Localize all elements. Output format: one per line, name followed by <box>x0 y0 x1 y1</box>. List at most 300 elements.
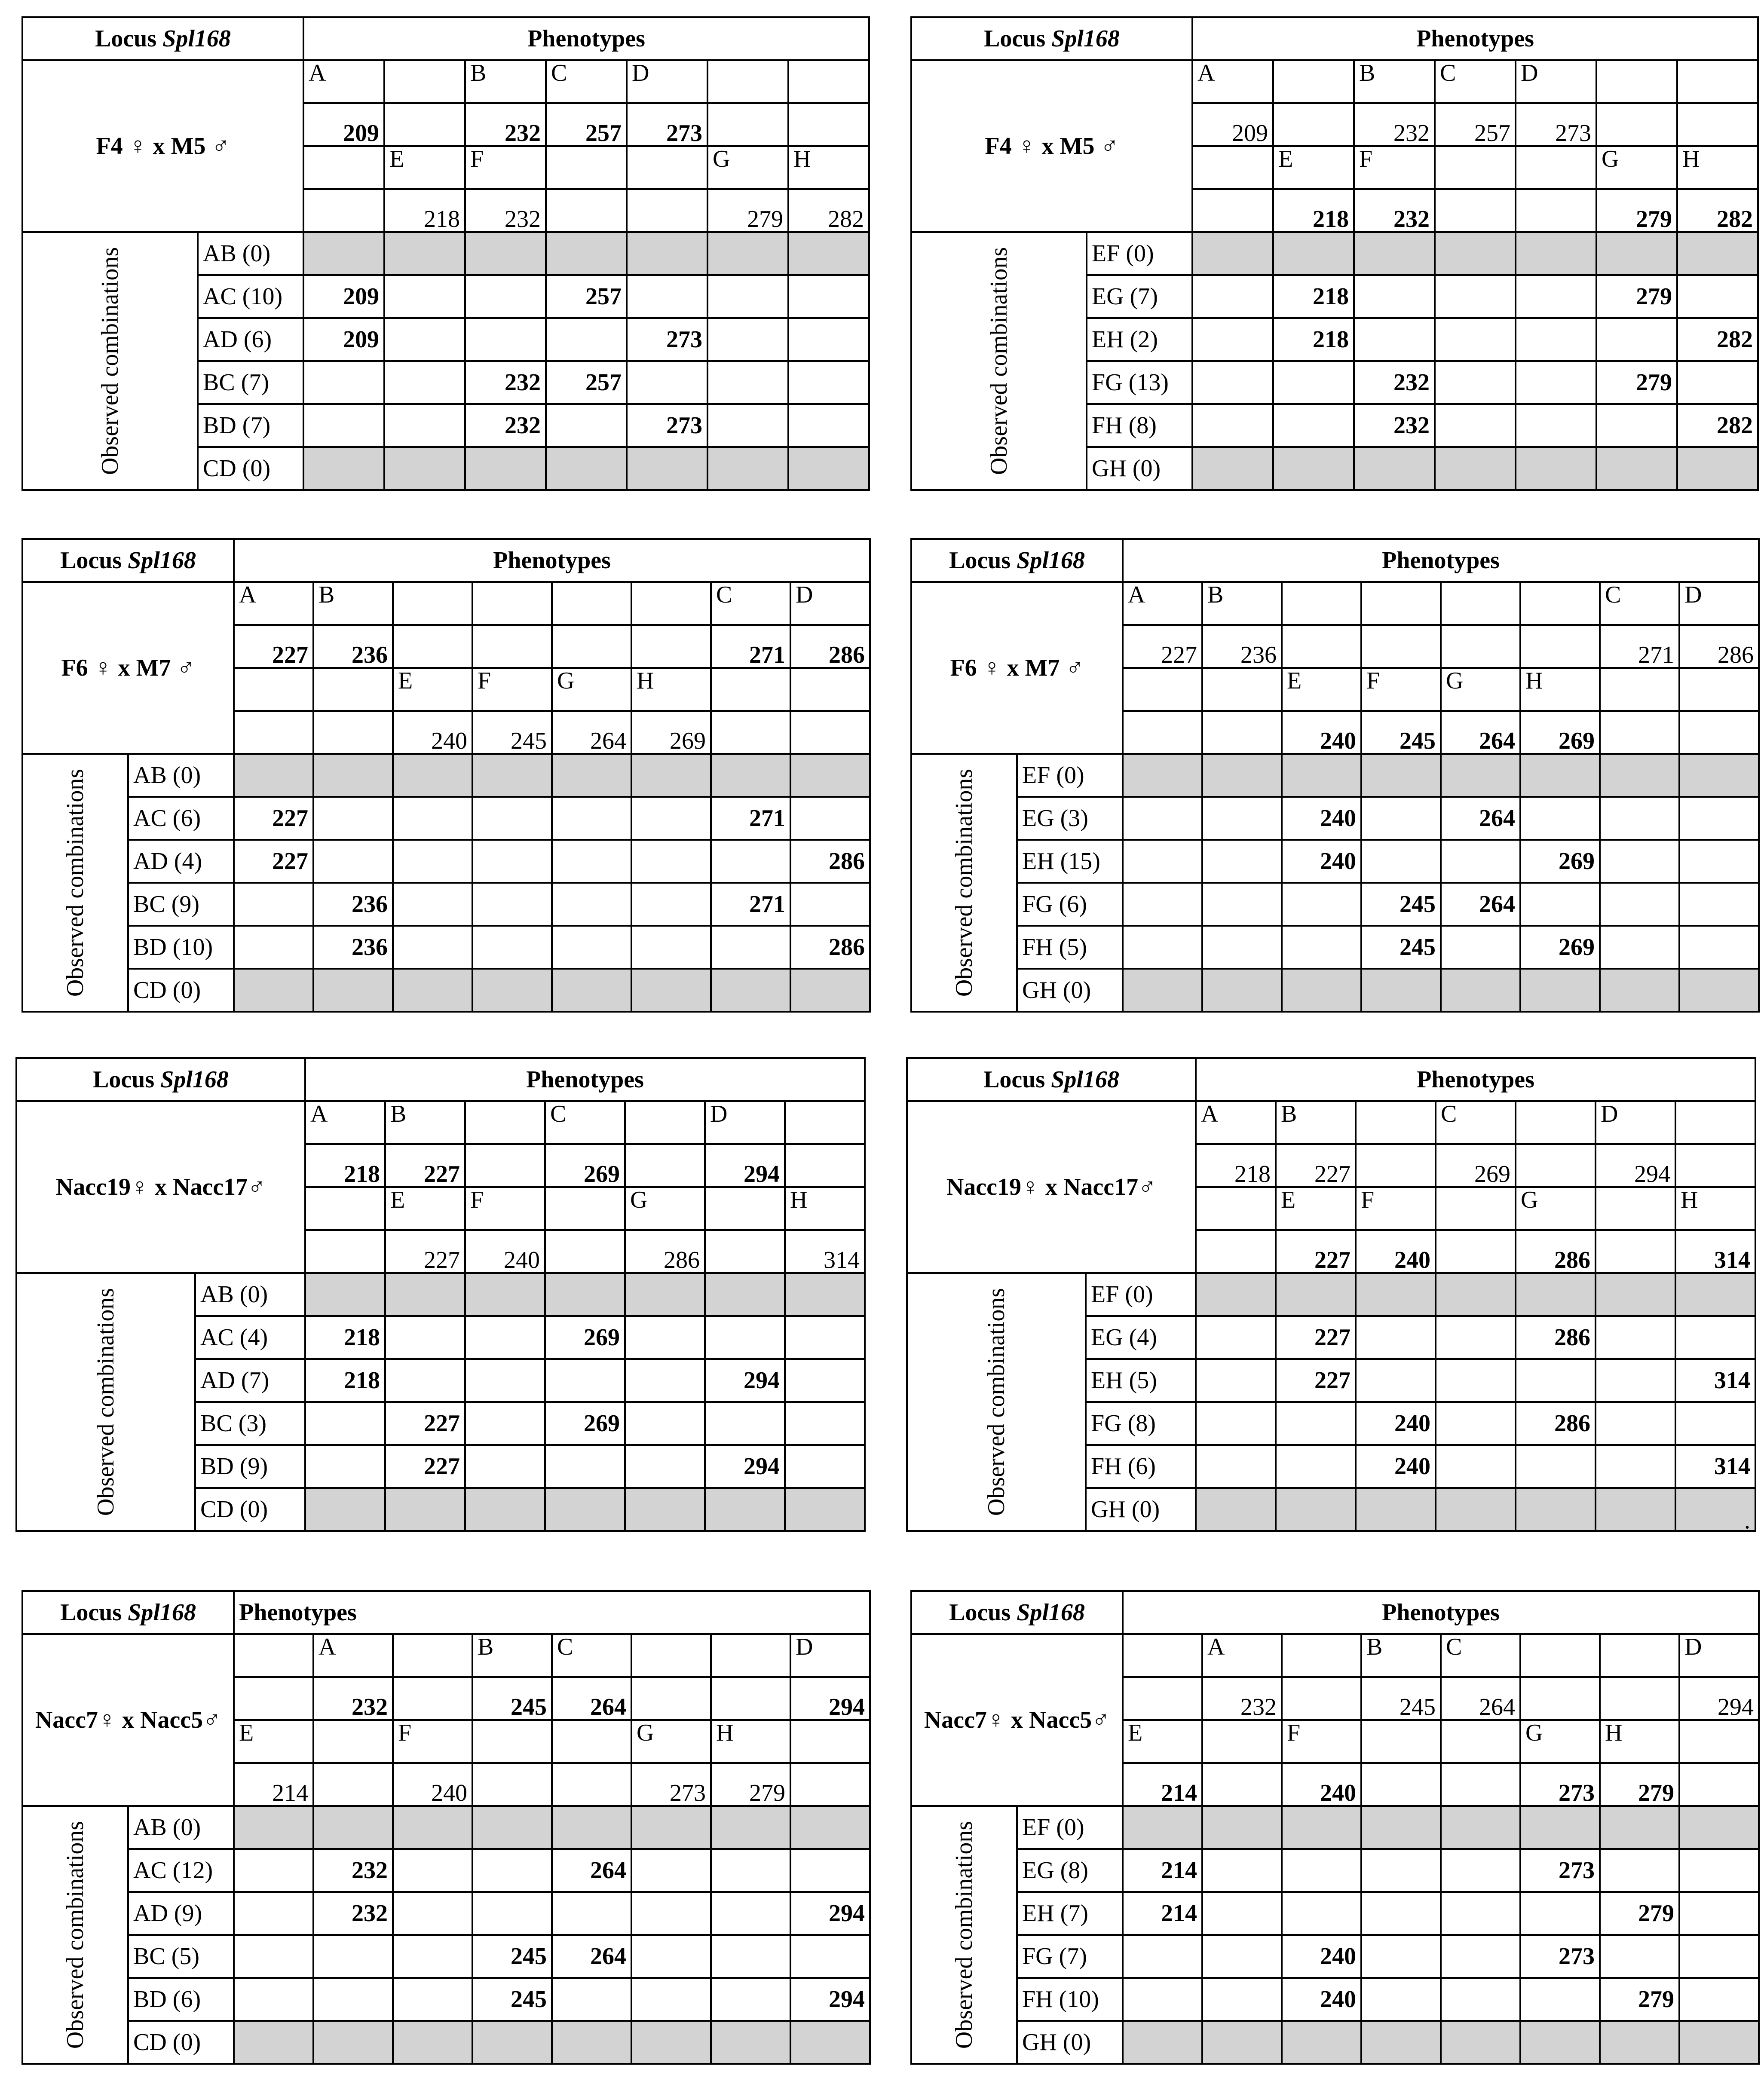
allele-letter <box>1520 1634 1600 1677</box>
allele-letter: C <box>552 1634 631 1677</box>
combination-value <box>1441 1935 1520 1978</box>
combination-value: 240 <box>1282 1935 1361 1978</box>
empty-cell <box>1435 447 1516 490</box>
combination-value <box>711 1978 790 2021</box>
allele-size <box>711 711 790 754</box>
combination-value <box>465 275 546 318</box>
locus-label: Locus <box>949 547 1011 574</box>
combination-value: 286 <box>790 840 870 883</box>
allele-size: 232 <box>465 189 546 232</box>
allele-size: 264 <box>552 1677 631 1720</box>
phenotypes-header: Phenotypes <box>1192 17 1758 60</box>
allele-size: 240 <box>1356 1230 1436 1273</box>
allele-size: 273 <box>627 103 707 146</box>
combination-label: CD (0) <box>128 969 234 1012</box>
combination-value <box>1677 361 1758 404</box>
combination-value <box>1273 404 1354 447</box>
combination-value: 209 <box>303 275 384 318</box>
combination-label: FH (8) <box>1087 404 1192 447</box>
allele-size: 227 <box>1276 1144 1356 1187</box>
cross-label: Nacc19♀ x Nacc17♂ <box>16 1101 305 1273</box>
empty-cell <box>1441 1806 1520 1849</box>
combination-label: AB (0) <box>195 1273 305 1316</box>
locus-header <box>911 1591 1123 1634</box>
combination-label: FG (13) <box>1087 361 1192 404</box>
locus-name: Spl168 <box>128 547 196 574</box>
combination-value: 232 <box>313 1849 393 1892</box>
allele-letter: B <box>472 1634 552 1677</box>
allele-letter: E <box>393 668 472 711</box>
allele-letter <box>546 146 627 189</box>
combination-value <box>1600 1849 1679 1892</box>
combination-value <box>1520 797 1600 840</box>
allele-size: 227 <box>1123 625 1202 668</box>
allele-letter: D <box>705 1101 785 1144</box>
combination-value <box>1356 1359 1436 1402</box>
allele-size <box>552 1763 631 1806</box>
combination-value <box>785 1359 865 1402</box>
combination-value: 314 <box>1675 1359 1755 1402</box>
allele-size: 282 <box>788 189 869 232</box>
combination-label: CD (0) <box>198 447 303 490</box>
empty-cell <box>1516 232 1596 275</box>
combination-value <box>234 1978 313 2021</box>
allele-letter <box>1282 582 1361 625</box>
allele-letter: E <box>234 1720 313 1763</box>
allele-size <box>1435 189 1516 232</box>
combination-value <box>1276 1402 1356 1445</box>
combination-value: 269 <box>545 1316 625 1359</box>
allele-letter: H <box>1677 146 1758 189</box>
allele-size <box>472 625 552 668</box>
combination-value <box>1600 883 1679 926</box>
genotype-table-6 <box>906 1057 1756 1532</box>
combination-value <box>1679 1978 1759 2021</box>
allele-letter: F <box>465 1187 545 1230</box>
combination-value <box>1596 1359 1675 1402</box>
empty-cell <box>1273 447 1354 490</box>
allele-size <box>1600 1677 1679 1720</box>
allele-letter: H <box>785 1187 865 1230</box>
empty-cell <box>627 447 707 490</box>
allele-size: 245 <box>472 711 552 754</box>
empty-cell <box>1361 969 1441 1012</box>
empty-cell <box>303 232 384 275</box>
allele-letter <box>303 146 384 189</box>
allele-letter <box>1361 582 1441 625</box>
allele-letter: F <box>1282 1720 1361 1763</box>
empty-cell <box>1282 2021 1361 2064</box>
locus-label: Locus <box>949 1599 1011 1626</box>
combination-value: 232 <box>465 361 546 404</box>
phenotypes-header: Phenotypes <box>234 539 870 582</box>
empty-cell <box>545 1488 625 1531</box>
combination-value: 209 <box>303 318 384 361</box>
allele-letter: G <box>1596 146 1677 189</box>
combination-value: 269 <box>545 1402 625 1445</box>
allele-letter <box>1196 1187 1276 1230</box>
empty-cell <box>1436 1488 1516 1531</box>
allele-letter <box>1356 1101 1436 1144</box>
combination-value <box>1202 1892 1282 1935</box>
allele-letter <box>625 1101 705 1144</box>
combination-value <box>1600 926 1679 969</box>
allele-size <box>234 1677 313 1720</box>
empty-cell <box>785 1273 865 1316</box>
combination-label: GH (0) <box>1017 969 1123 1012</box>
allele-letter <box>1441 582 1520 625</box>
allele-letter: F <box>1356 1187 1436 1230</box>
combination-label: AD (4) <box>128 840 234 883</box>
combination-value <box>790 1849 870 1892</box>
phenotypes-header: Phenotypes <box>1123 539 1759 582</box>
cross-label: Nacc7♀ x Nacc5♂ <box>22 1634 234 1806</box>
allele-letter: B <box>385 1101 465 1144</box>
allele-size <box>1192 189 1273 232</box>
empty-cell <box>1436 1273 1516 1316</box>
combination-value <box>711 926 790 969</box>
combination-value <box>1282 1892 1361 1935</box>
combination-value <box>788 361 869 404</box>
allele-letter: A <box>303 60 384 103</box>
allele-size: 218 <box>1196 1144 1276 1187</box>
combination-label: AB (0) <box>198 232 303 275</box>
combination-value <box>631 926 711 969</box>
allele-letter: E <box>1282 668 1361 711</box>
combination-value <box>1361 797 1441 840</box>
allele-size <box>1677 103 1758 146</box>
allele-size <box>788 103 869 146</box>
allele-letter: C <box>545 1101 625 1144</box>
allele-letter <box>545 1187 625 1230</box>
combination-value <box>1361 1849 1441 1892</box>
empty-cell <box>788 447 869 490</box>
allele-letter <box>393 1634 472 1677</box>
allele-size: 294 <box>790 1677 870 1720</box>
empty-cell <box>707 232 788 275</box>
combination-value: 257 <box>546 275 627 318</box>
combination-value <box>1520 1892 1600 1935</box>
combination-value <box>1282 883 1361 926</box>
combination-value: 227 <box>385 1402 465 1445</box>
combination-value <box>313 1978 393 2021</box>
empty-cell <box>552 1806 631 1849</box>
allele-size: 273 <box>631 1763 711 1806</box>
allele-letter <box>788 60 869 103</box>
allele-size: 245 <box>1361 1677 1441 1720</box>
allele-letter: B <box>465 60 546 103</box>
combination-value <box>1436 1359 1516 1402</box>
empty-cell <box>313 2021 393 2064</box>
combination-value <box>1436 1402 1516 1445</box>
allele-letter <box>785 1101 865 1144</box>
combination-value <box>1679 926 1759 969</box>
combination-value: 269 <box>1520 926 1600 969</box>
observed-combinations-label <box>16 1273 195 1531</box>
allele-size <box>1441 1763 1520 1806</box>
allele-size: 214 <box>234 1763 313 1806</box>
combination-label: FG (8) <box>1086 1402 1196 1445</box>
combination-value <box>465 1445 545 1488</box>
allele-letter <box>1435 146 1516 189</box>
combination-value <box>552 797 631 840</box>
cross-label: Nacc19♀ x Nacc17♂ <box>907 1101 1196 1273</box>
combination-value: 236 <box>313 883 393 926</box>
allele-letter <box>1441 1720 1520 1763</box>
combination-value <box>1196 1359 1276 1402</box>
combination-value <box>472 797 552 840</box>
genotype-table-2 <box>910 16 1759 491</box>
combination-label: AC (6) <box>128 797 234 840</box>
empty-cell <box>1282 969 1361 1012</box>
empty-cell <box>631 969 711 1012</box>
allele-size <box>313 1763 393 1806</box>
combination-value <box>1361 1978 1441 2021</box>
combination-value <box>546 404 627 447</box>
allele-size <box>1675 1144 1755 1187</box>
allele-size <box>1202 711 1282 754</box>
combination-value: 218 <box>305 1316 385 1359</box>
allele-size <box>393 625 472 668</box>
combination-value <box>625 1316 705 1359</box>
allele-size <box>1516 189 1596 232</box>
combination-value <box>384 361 465 404</box>
combination-value <box>1520 883 1600 926</box>
combination-label: CD (0) <box>195 1488 305 1531</box>
allele-letter <box>465 1101 545 1144</box>
cross-label: F6 ♀ x M7 ♂ <box>22 582 234 754</box>
allele-size: 240 <box>393 1763 472 1806</box>
combination-label: FH (6) <box>1086 1445 1196 1488</box>
combination-value: 294 <box>790 1978 870 2021</box>
allele-size <box>1361 1763 1441 1806</box>
combination-value: 214 <box>1123 1892 1202 1935</box>
allele-size: 232 <box>1202 1677 1282 1720</box>
locus-name: Spl168 <box>162 25 231 52</box>
combination-value <box>545 1359 625 1402</box>
combination-value <box>1196 1445 1276 1488</box>
combination-value <box>384 404 465 447</box>
combination-value <box>631 1892 711 1935</box>
allele-letter: B <box>1202 582 1282 625</box>
combination-value <box>393 1892 472 1935</box>
phenotypes-header: Phenotypes <box>303 17 869 60</box>
empty-cell <box>1520 1806 1600 1849</box>
combination-label: BD (6) <box>128 1978 234 2021</box>
empty-cell <box>1354 447 1435 490</box>
empty-cell <box>788 232 869 275</box>
allele-letter: A <box>234 582 313 625</box>
observed-combinations-label <box>907 1273 1086 1531</box>
combination-value: 240 <box>1356 1402 1436 1445</box>
combination-label: BC (3) <box>195 1402 305 1445</box>
allele-letter <box>313 668 393 711</box>
combination-value <box>1123 840 1202 883</box>
allele-letter: A <box>1123 582 1202 625</box>
combination-value <box>707 361 788 404</box>
combination-value <box>1600 797 1679 840</box>
combination-value <box>393 926 472 969</box>
combination-label: GH (0) <box>1086 1488 1196 1531</box>
combination-value <box>1679 840 1759 883</box>
combination-label: BD (7) <box>198 404 303 447</box>
empty-cell <box>625 1273 705 1316</box>
allele-size: 271 <box>711 625 790 668</box>
empty-cell <box>472 754 552 797</box>
combination-value: 232 <box>1354 361 1435 404</box>
combination-value <box>1441 926 1520 969</box>
combination-value <box>1276 1445 1356 1488</box>
combination-value: 236 <box>313 926 393 969</box>
allele-size <box>1679 1763 1759 1806</box>
allele-size <box>1282 1677 1361 1720</box>
empty-cell <box>1679 1806 1759 1849</box>
combination-value: 214 <box>1123 1849 1202 1892</box>
combination-label: AB (0) <box>128 1806 234 1849</box>
combination-label: AC (10) <box>198 275 303 318</box>
allele-letter <box>1273 60 1354 103</box>
combination-label: AD (6) <box>198 318 303 361</box>
allele-size: 209 <box>1192 103 1273 146</box>
combination-value <box>625 1359 705 1402</box>
combination-value: 314 <box>1675 1445 1755 1488</box>
empty-cell <box>1596 232 1677 275</box>
combination-label: EG (8) <box>1017 1849 1123 1892</box>
combination-value <box>790 883 870 926</box>
allele-size <box>790 711 870 754</box>
allele-size <box>1596 103 1677 146</box>
allele-size: 271 <box>1600 625 1679 668</box>
empty-cell <box>552 2021 631 2064</box>
empty-cell <box>1361 2021 1441 2064</box>
cross-label: F4 ♀ x M5 ♂ <box>22 60 303 232</box>
allele-size: 240 <box>465 1230 545 1273</box>
combination-value <box>1675 1402 1755 1445</box>
allele-size: 286 <box>790 625 870 668</box>
allele-size: 245 <box>472 1677 552 1720</box>
combination-value <box>1441 1849 1520 1892</box>
allele-size <box>305 1230 385 1273</box>
combination-value: 282 <box>1677 404 1758 447</box>
combination-value <box>465 318 546 361</box>
empty-cell <box>552 754 631 797</box>
allele-size: 269 <box>545 1144 625 1187</box>
allele-size: 218 <box>1273 189 1354 232</box>
empty-cell <box>1677 447 1758 490</box>
combination-value: 264 <box>1441 797 1520 840</box>
phenotypes-header: Phenotypes <box>1196 1058 1755 1101</box>
combination-label: BD (9) <box>195 1445 305 1488</box>
allele-size: 279 <box>711 1763 790 1806</box>
allele-size <box>393 1677 472 1720</box>
combination-value <box>385 1316 465 1359</box>
combination-label: EF (0) <box>1087 232 1192 275</box>
combination-value: 227 <box>1276 1359 1356 1402</box>
empty-cell <box>1282 1806 1361 1849</box>
empty-cell <box>1441 2021 1520 2064</box>
combination-value <box>313 1935 393 1978</box>
allele-letter: H <box>788 146 869 189</box>
combination-value: 273 <box>627 318 707 361</box>
combination-value: 245 <box>1361 883 1441 926</box>
allele-letter: C <box>711 582 790 625</box>
genotype-table-7 <box>21 1590 871 2065</box>
empty-cell <box>545 1273 625 1316</box>
empty-cell <box>1520 2021 1600 2064</box>
allele-size: 245 <box>1361 711 1441 754</box>
empty-cell <box>393 754 472 797</box>
allele-size <box>711 1677 790 1720</box>
combination-value <box>305 1402 385 1445</box>
observed-combinations-text: Observed combinations <box>986 247 1012 475</box>
allele-size: 269 <box>631 711 711 754</box>
combination-value <box>1354 275 1435 318</box>
empty-cell <box>552 969 631 1012</box>
allele-size: 286 <box>1516 1230 1596 1273</box>
locus-label: Locus <box>95 25 157 52</box>
empty-cell <box>546 232 627 275</box>
locus-header <box>22 17 303 60</box>
combination-value <box>1123 1978 1202 2021</box>
allele-size <box>546 189 627 232</box>
genotype-table-1 <box>21 16 870 491</box>
combination-value <box>545 1445 625 1488</box>
combination-value <box>705 1316 785 1359</box>
combination-value <box>234 883 313 926</box>
allele-size <box>1196 1230 1276 1273</box>
empty-cell <box>1192 232 1273 275</box>
combination-value <box>1196 1316 1276 1359</box>
combination-value <box>627 361 707 404</box>
combination-value <box>1516 404 1596 447</box>
allele-size <box>707 103 788 146</box>
empty-cell <box>1516 1273 1596 1316</box>
empty-cell <box>711 754 790 797</box>
allele-letter: A <box>1202 1634 1282 1677</box>
allele-letter: H <box>631 668 711 711</box>
allele-letter <box>627 146 707 189</box>
empty-cell <box>1600 2021 1679 2064</box>
combination-value <box>711 1935 790 1978</box>
empty-cell <box>711 1806 790 1849</box>
empty-cell <box>384 447 465 490</box>
empty-cell <box>1441 754 1520 797</box>
combination-value <box>785 1402 865 1445</box>
allele-letter <box>1361 1720 1441 1763</box>
combination-value: 245 <box>472 1978 552 2021</box>
empty-cell <box>393 969 472 1012</box>
allele-letter: G <box>631 1720 711 1763</box>
allele-letter <box>393 582 472 625</box>
genotype-table-5 <box>15 1057 866 1532</box>
combination-value <box>1675 1316 1755 1359</box>
combination-label: BC (5) <box>128 1935 234 1978</box>
locus-header <box>22 539 234 582</box>
combination-value <box>625 1402 705 1445</box>
combination-value <box>472 1849 552 1892</box>
allele-size <box>303 189 384 232</box>
empty-cell <box>785 1488 865 1531</box>
empty-cell <box>1361 754 1441 797</box>
allele-size: 236 <box>1202 625 1282 668</box>
allele-size: 294 <box>1596 1144 1675 1187</box>
empty-cell <box>472 2021 552 2064</box>
genotype-table-8 <box>910 1590 1760 2065</box>
combination-label: AB (0) <box>128 754 234 797</box>
allele-letter: H <box>1675 1187 1755 1230</box>
allele-size <box>631 1677 711 1720</box>
allele-size <box>1516 1144 1596 1187</box>
